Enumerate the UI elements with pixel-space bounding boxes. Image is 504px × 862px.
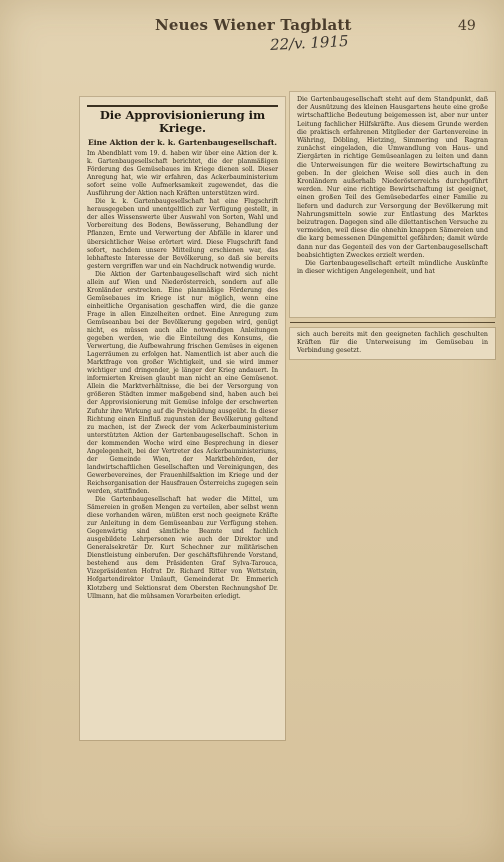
article-paragraph: Die Gartenbaugesellschaft erteilt mündliche Auskünfte in dieser wichtigen Angelegenheit, und hat	[297, 260, 488, 276]
page-number: 49	[458, 18, 476, 34]
article-paragraph: Im Abendblatt vom 19. d. haben wir über eine Aktion der k. k. Gartenbaugesellschaft berichtet, die der planmäßigen Förderung des Gemüsebaues im Kriege dienen soll. Dieser Anregung hat, wie wir erfahren, das Ackerbauministerium sofort seine volle Aufmerksamkeit zugewendet, das die Ausführung der Aktion nach Kräften unterstützen wird.	[87, 150, 278, 198]
article-clipping-continued	[290, 92, 495, 317]
article-paragraph: Die Aktion der Gartenbaugesellschaft wird sich nicht allein auf Wien und Niederösterreich, sondern auf alle Kronländer erstrecken. Eine planmäßige Förderung des Gemüsebaues im Kriege ist nur möglich, wenn eine einheitliche Organisation geschaffen wird, die die ganze Frage in allen Einzelheiten ordnet. Eine Anregung zum Gemüseanbau bei der Bevölkerung gegeben wird, genügt nicht, es müssen auch alle notwendigen Anleitungen gegeben werden, wie die Einteilung des Konsums, die Verwertung, die Aufbewahrung frischen Gemüses in eigenen Lagerräumen zu erfolgen hat. Namentlich ist aber auch die Marktfrage von großer Wichtigkeit, und sie wird immer wichtiger und dringender, je länger der Krieg andauert. In informierten Kreisen glaubt man nicht an eine Gemüsenot. Allein die Marktverhältnisse, die bei der Versorgung von größeren Städten immer maßgebend sind, haben auch bei der Approvisionierung mit Gemüse infolge der erschwerten Zufuhr ihre Wirkung auf die Preisbildung ausgeübt. In dieser Richtung einen Einfluß zugunsten der Bevölkerung geltend zu machen, ist der Zweck der vom Ackerbauministerium unterstützten Aktion der Gartenbaugesellschaft. Schon in der kommenden Woche wird eine Besprechung in dieser Angelegenheit, bei der Vertreter des Ackerbauministeriums, der Gemeinde Wien, der Marktbehörden, der landwirtschaftlichen Gesellschaften und Vereinigungen, des Gewerbevereines, der Frauenhilfsaktion im Kriege und der Reichsorganisation der Hausfrauen Österreichs zugegen sein werden, stattfinden.	[87, 270, 278, 495]
article-clipping	[80, 97, 285, 740]
handwritten-date: 22/v. 1915	[269, 31, 349, 55]
article-headline: Die Approvisionierung im Kriege.	[87, 105, 278, 135]
newspaper-masthead: Neues Wiener Tagblatt	[155, 16, 352, 34]
column-divider	[290, 322, 495, 323]
article-paragraph: Die Gartenbaugesellschaft hat weder die Mittel, um Sämereien in großen Mengen zu verteilen, aber selbst wenn diese vorhanden wären, müßten erst noch geeignete Kräfte zur Anleitung in dem Gemüseanbau zur Verfügung stehen. Gegenwärtig sind sämtliche Beamte und fachlich ausgebildete Lehrpersonen wie auch der Direktor und Generalsekretär Dr. Kurt Schechner zur militärischen Dienstleistung einberufen. Der geschäftsführende Vorstand, bestehend aus dem Präsidenten Graf Sylva-Tarouca, Vizepräsidenten Hofrat Dr. Richard Ritter von Wettstein, Hofgartendirektor Umlauft, Gemeinderat Dr. Emmerich Klotzberg und Sektionsrat dem Obersten Rechnungshof Dr. Ullmann, hat die mühsamen Vorarbeiten erledigt.	[87, 496, 278, 600]
article-clipping-fragment	[290, 328, 495, 359]
article-continuation: sich auch bereits mit den geeigneten fachlich geschulten Kräften für die Unterweisung im Gemüsebau in Verbindung gesetzt.	[297, 331, 488, 355]
article-paragraph: Die k. k. Gartenbaugesellschaft hat eine Flugschrift herausgegeben und unentgeltlich zur Verfügung gestellt, in der alles Wissenswerte über Auswahl von Sorten, Wahl und Vorbereitung des Bodens, Bewässerung, Behandlung der Pflanzen, Ernte und Verwertung der Abfälle in klarer und übersichtlicher Weise erörtert wird. Diese Flugschrift fand sofort, nachdem unsere Mitteilung erschienen war, das lebhafteste Interesse der Bevölkerung, so daß sie bereits gestern vergriffen war und ein Nachdruck notwendig wurde.	[87, 198, 278, 270]
article-paragraph: Die Gartenbaugesellschaft steht auf dem Standpunkt, daß der Ausnützung des kleinen Hausgartens heute eine große wirtschaftliche Bedeutung beigemessen ist, aber nur unter Leitung fachlicher Hilfskräfte. Aus diesem Grunde werden die praktisch erfahrenen Mitglieder der Gartenvereine in Währing, Döbling, Hietzing, Simmering und Ragran zunächst eingeladen, die Umwandlung von Haus- und Ziergärten in richtige Gemüseanlagen zu leiten und dann die Unterweisungen für die weitere Bewirtschaftung zu geben. In der gleichen Weise soll dies auch in den Kronländern außerhalb Niederösterreichs durchgeführt werden. Nur eine richtige Bewirtschaftung ist geeignet, einen großen Teil des Gemüsebedarfes einer Familie zu liefern und dadurch zur Versorgung der Bevölkerung mit Nahrungsmitteln sowie zur Entlastung des Marktes beizutragen. Dagegen sind alle dilettantischen Versuche zu vermeiden, weil diese die ohnehin knappen Sämereien und die karg bemessenen Düngemittel gefährden; damit würde dann nur das Gegenteil des von der Gartenbaugesellschaft beabsichtigten Zweckes erzielt werden.	[297, 96, 488, 259]
article-subheadline: Eine Aktion der k. k. Gartenbaugesellschaft.	[87, 138, 278, 147]
